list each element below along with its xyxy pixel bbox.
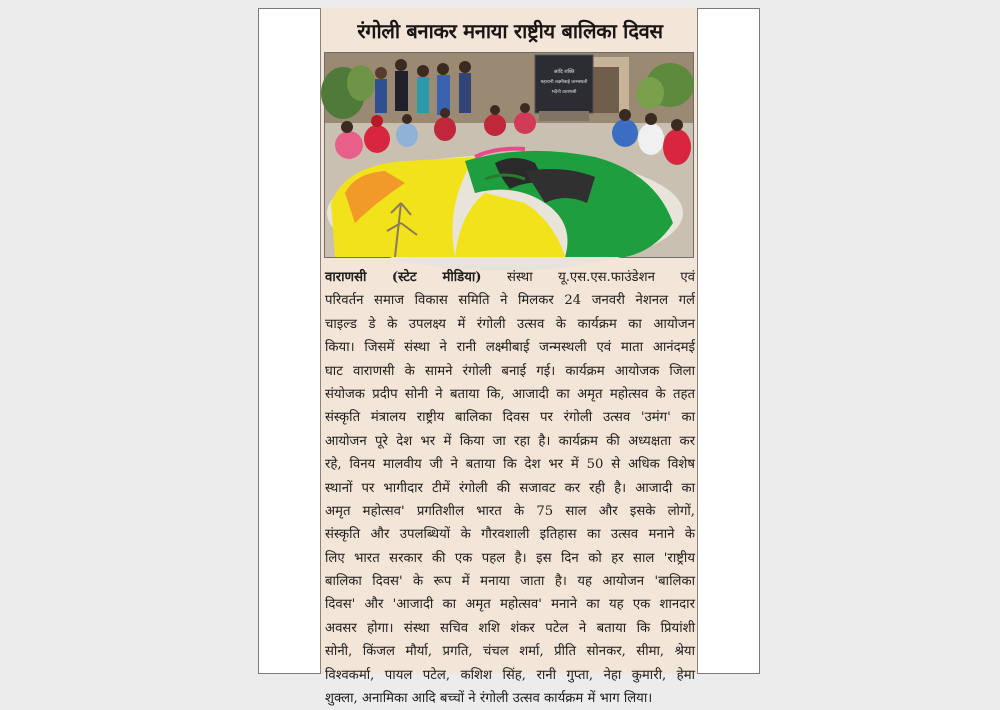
person-seated xyxy=(484,114,506,136)
body-line xyxy=(325,266,695,289)
person-seated xyxy=(396,123,418,147)
person-seated xyxy=(514,112,536,134)
person-head xyxy=(671,119,683,131)
person-head xyxy=(371,115,383,127)
body-line: चाइल्ड डे के उपलक्ष्य में रंगोली उत्सव के कार्यक्रम का आयोजन xyxy=(325,316,695,332)
plaque-base xyxy=(539,111,589,121)
person-seated xyxy=(364,125,390,153)
rangoli-photo-illustration xyxy=(325,53,693,257)
person-head xyxy=(459,61,471,73)
plaque-line-1: आदि शक्ति xyxy=(553,69,575,75)
person-head xyxy=(440,108,450,118)
person-head xyxy=(395,59,407,71)
body-line: विश्वकर्मा, पायल पटेल, कशिश सिंह, रानी गुप्ता, नेहा कुमारी, हेमा xyxy=(325,667,695,683)
person-head xyxy=(341,121,353,133)
body-line: संयोजक प्रदीप सोनी ने बताया कि, आजादी का अमृत महोत्सव के तहत xyxy=(325,386,695,402)
headline: रंगोली बनाकर मनाया राष्ट्रीय बालिका दिवस xyxy=(357,19,663,43)
plant-right-2 xyxy=(636,77,664,109)
body-line: किया। जिसमें संस्था ने रानी लक्ष्मीबाई जन्मस्थली एवं माता आनंदमई xyxy=(325,340,695,356)
person-seated xyxy=(638,123,664,155)
body-line: स्थानों पर भागीदार टीमें रंगोली की सजावट कर रही है। आजादी का xyxy=(325,480,695,496)
person-seated xyxy=(335,131,363,159)
person-head xyxy=(437,63,449,75)
person-head xyxy=(375,67,387,79)
body-line: बालिका दिवस' के रूप में मनाया जाता है। यह आयोजन 'बालिका xyxy=(325,574,695,590)
body-line-text: संस्था यू.एस.एस.फाउंडेशन एवं xyxy=(507,270,695,285)
body-line: सोनी, किंजल मौर्या, प्रगति, चंचल शर्मा, प्रीति सोनकर, सीमा, श्रेया xyxy=(325,644,695,660)
person-standing xyxy=(459,73,471,113)
body-line: लिए भारत सरकार की एक पहल है। इस दिन को हर साल 'राष्ट्रीय xyxy=(325,550,695,566)
news-photo xyxy=(324,52,694,258)
plaque-line-2: महारानी लक्ष्मीबाई जन्मस्थली xyxy=(540,80,588,85)
person-head xyxy=(520,103,530,113)
person-standing xyxy=(395,71,408,111)
person-head xyxy=(490,105,500,115)
body-line: अमृत महोत्सव' प्रगतिशील भारत के 75 साल और इसके लोगों, xyxy=(325,503,695,519)
article-body xyxy=(325,266,695,710)
body-line: संस्कृति और उपलब्धियों के गौरवशाली इतिहास का उत्सव मनाने के xyxy=(325,527,695,543)
person-head xyxy=(645,113,657,125)
plant-left-2 xyxy=(347,65,375,101)
person-seated xyxy=(434,117,456,141)
person-standing xyxy=(375,79,387,113)
body-line: अवसर होगा। संस्था सचिव शशि शंकर पटेल ने बताया कि प्रियांशी xyxy=(325,620,695,636)
body-line: परिवर्तन समाज विकास समिति ने मिलकर 24 जनवरी नेशनल गर्ल xyxy=(325,293,695,309)
newspaper-clipping xyxy=(320,8,698,707)
body-line: संस्कृति मंत्रालय राष्ट्रीय बालिका दिवस पर रंगोली उत्सव 'उमंग' का xyxy=(325,410,695,426)
dateline-source: (स्टेट मीडिया) xyxy=(391,270,482,285)
person-seated xyxy=(612,119,638,147)
plaque-line-3: भदैनी वाराणसी xyxy=(551,90,577,95)
person-seated xyxy=(663,129,691,165)
person-head xyxy=(402,114,412,124)
arch-opening xyxy=(593,67,619,113)
body-line: दिवस' और 'आजादी का अमृत महोत्सव' मनाने का यह एक शानदार xyxy=(325,597,695,613)
person-head xyxy=(417,65,429,77)
body-line: रहे, विनय मालवीय जी ने बताया कि देश भर में 50 से अधिक विशेष xyxy=(325,457,695,473)
dateline-place: वाराणसी xyxy=(325,270,367,285)
person-standing xyxy=(417,77,429,113)
body-line: शुक्ला, अनामिका आदि बच्चों ने रंगोली उत्सव कार्यक्रम में भाग लिया। xyxy=(325,691,653,707)
person-head xyxy=(619,109,631,121)
body-line: घाट वाराणसी के सामने रंगोली बनाई गई। कार्यक्रम आयोजक जिला xyxy=(325,363,695,379)
body-line: आयोजन पूरे देश भर में किया जा रहा है। कार्यक्रम की अध्यक्षता कर xyxy=(325,433,695,449)
